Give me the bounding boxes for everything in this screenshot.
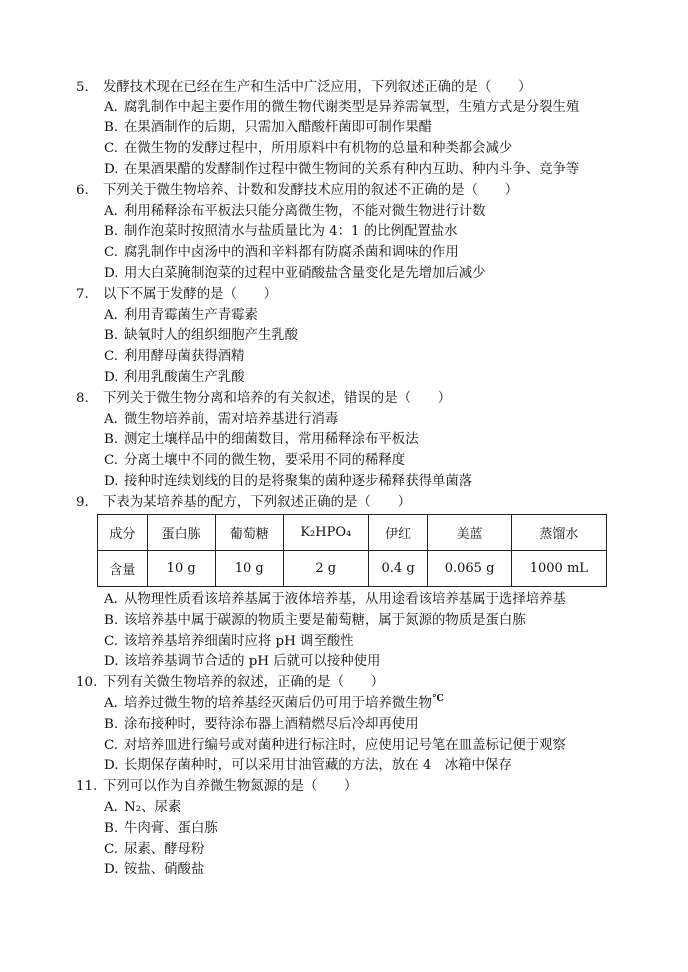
option-6b: B. 制作泡菜时按照清水与盐质量比为 4：1 的比例配置盐水 <box>104 224 458 239</box>
option-6d: D. 用大白菜腌制泡菜的过程中亚硝酸盐含量变化是先增加后减少 <box>104 266 486 281</box>
question-number: 9. <box>76 495 89 510</box>
option-8a: A. 微生物培养前，需对培养基进行消毒 <box>104 412 339 427</box>
option-9a: A. 从物理性质看该培养基属于液体培养基，从用途看该培养基属于选择培养基 <box>104 592 566 607</box>
table-cell: 10 g <box>215 551 283 587</box>
question-stem: 下列有关微生物培养的叙述，正确的是（ ） <box>103 675 385 690</box>
table-cell: K₂HPO₄ <box>283 515 368 551</box>
option-9d: D. 该培养基调节合适的 pH 后就可以接种使用 <box>104 654 381 669</box>
question-number: 6. <box>76 183 89 198</box>
option-11a: A. N₂、尿素 <box>104 800 182 815</box>
table-cell: 2 g <box>283 551 368 587</box>
question-stem: 下列可以作为自养微生物氮源的是（ ） <box>103 779 358 794</box>
question-number: 11. <box>76 779 98 794</box>
option-10d: D. 长期保存菌种时，可以采用甘油管藏的方法，放在 4 冰箱中保存 <box>104 758 512 773</box>
table-cell: 含量 <box>98 551 148 587</box>
question-stem: 发酵技术现在已经在生产和生活中广泛应用，下列叙述正确的是（ ） <box>103 80 532 95</box>
question-6 <box>76 181 676 202</box>
table-cell: 0.4 g <box>368 551 428 587</box>
option-7c: C. 利用酵母菌获得酒精 <box>104 349 245 364</box>
option-7b: B. 缺氧时人的组织细胞产生乳酸 <box>104 328 299 343</box>
table-cell: 10 g <box>147 551 215 587</box>
question-stem: 下列关于微生物分离和培养的有关叙述，错误的是（ ） <box>103 391 452 406</box>
option-8d: D. 接种时连续划线的目的是将聚集的菌种逐步稀释获得单菌落 <box>104 474 473 489</box>
question-7 <box>76 285 676 306</box>
question-stem: 下表为某培养基的配方，下列叙述正确的是（ ） <box>103 495 411 510</box>
question-8 <box>76 389 676 410</box>
option-6c: C. 腐乳制作中卤汤中的酒和辛料都有防腐杀菌和调味的作用 <box>104 245 459 260</box>
option-5b: B. 在果酒制作的后期，只需加入醋酸杆菌即可制作果醋 <box>104 120 432 135</box>
option-11b: B. 牛肉膏、蛋白胨 <box>104 821 218 836</box>
question-number: 5. <box>76 80 89 95</box>
option-7d: D. 利用乳酸菌生产乳酸 <box>104 370 245 385</box>
question-number: 7. <box>76 287 89 302</box>
table-cell: 蒸馏水 <box>511 515 606 551</box>
culture-medium-table <box>97 514 607 587</box>
question-stem: 以下不属于发酵的是（ ） <box>103 287 278 302</box>
question-stem: 下列关于微生物培养、计数和发酵技术应用的叙述不正确的是（ ） <box>103 183 519 198</box>
question-10 <box>76 673 676 694</box>
question-number: 8. <box>76 391 89 406</box>
option-6a: A. 利用稀释涂布平板法只能分离微生物，不能对微生物进行计数 <box>104 204 486 219</box>
option-9c: C. 该培养基培养细菌时应将 pH 调至酸性 <box>104 634 354 649</box>
option-7a: A. 利用青霉菌生产青霉素 <box>104 308 258 323</box>
option-9b: B. 该培养基中属于碳源的物质主要是葡萄糖，属于氮源的物质是蛋白胨 <box>104 613 526 628</box>
option-10b: B. 涂布接种时，要待涂布器上酒精燃尽后冷却再使用 <box>104 717 419 732</box>
stray-degree-mark: °C <box>431 694 444 704</box>
option-8c: C. 分离土壤中不同的微生物，要采用不同的稀释度 <box>104 453 406 468</box>
table-cell: 伊红 <box>368 515 428 551</box>
table-row <box>98 551 607 587</box>
table-cell: 蛋白胨 <box>147 515 215 551</box>
question-11 <box>76 777 676 798</box>
table-cell: 美蓝 <box>428 515 511 551</box>
option-10a: A. 培养过微生物的培养基经灭菌后仍可用于培养微生物$^{^\circ C}$ <box>104 694 444 711</box>
table-header-row <box>98 515 607 551</box>
option-10c: C. 对培养皿进行编号或对菌种进行标注时，应使用记号笔在皿盖标记便于观察 <box>104 738 566 753</box>
option-5d: D. 在果酒果醋的发酵制作过程中微生物间的关系有种内互助、种内斗争、竞争等 <box>104 162 580 177</box>
option-11d: D. 铵盐、硝酸盐 <box>104 862 205 877</box>
option-5a: A. 腐乳制作中起主要作用的微生物代谢类型是异养需氧型，生殖方式是分裂生殖 <box>104 100 580 115</box>
question-number: 10. <box>76 675 98 690</box>
option-5c: C. 在微生物的发酵过程中，所用原料中有机物的总量和种类都会减少 <box>104 141 513 156</box>
table-cell: 葡萄糖 <box>215 515 283 551</box>
question-5 <box>76 78 676 99</box>
table-cell: 1000 mL <box>511 551 606 587</box>
option-11c: C. 尿素、酵母粉 <box>104 842 205 857</box>
question-9 <box>76 493 676 514</box>
table-cell: 0.065 g <box>428 551 511 587</box>
option-8b: B. 测定土壤样品中的细菌数目，常用稀释涂布平板法 <box>104 432 419 447</box>
table-cell: 成分 <box>98 515 148 551</box>
